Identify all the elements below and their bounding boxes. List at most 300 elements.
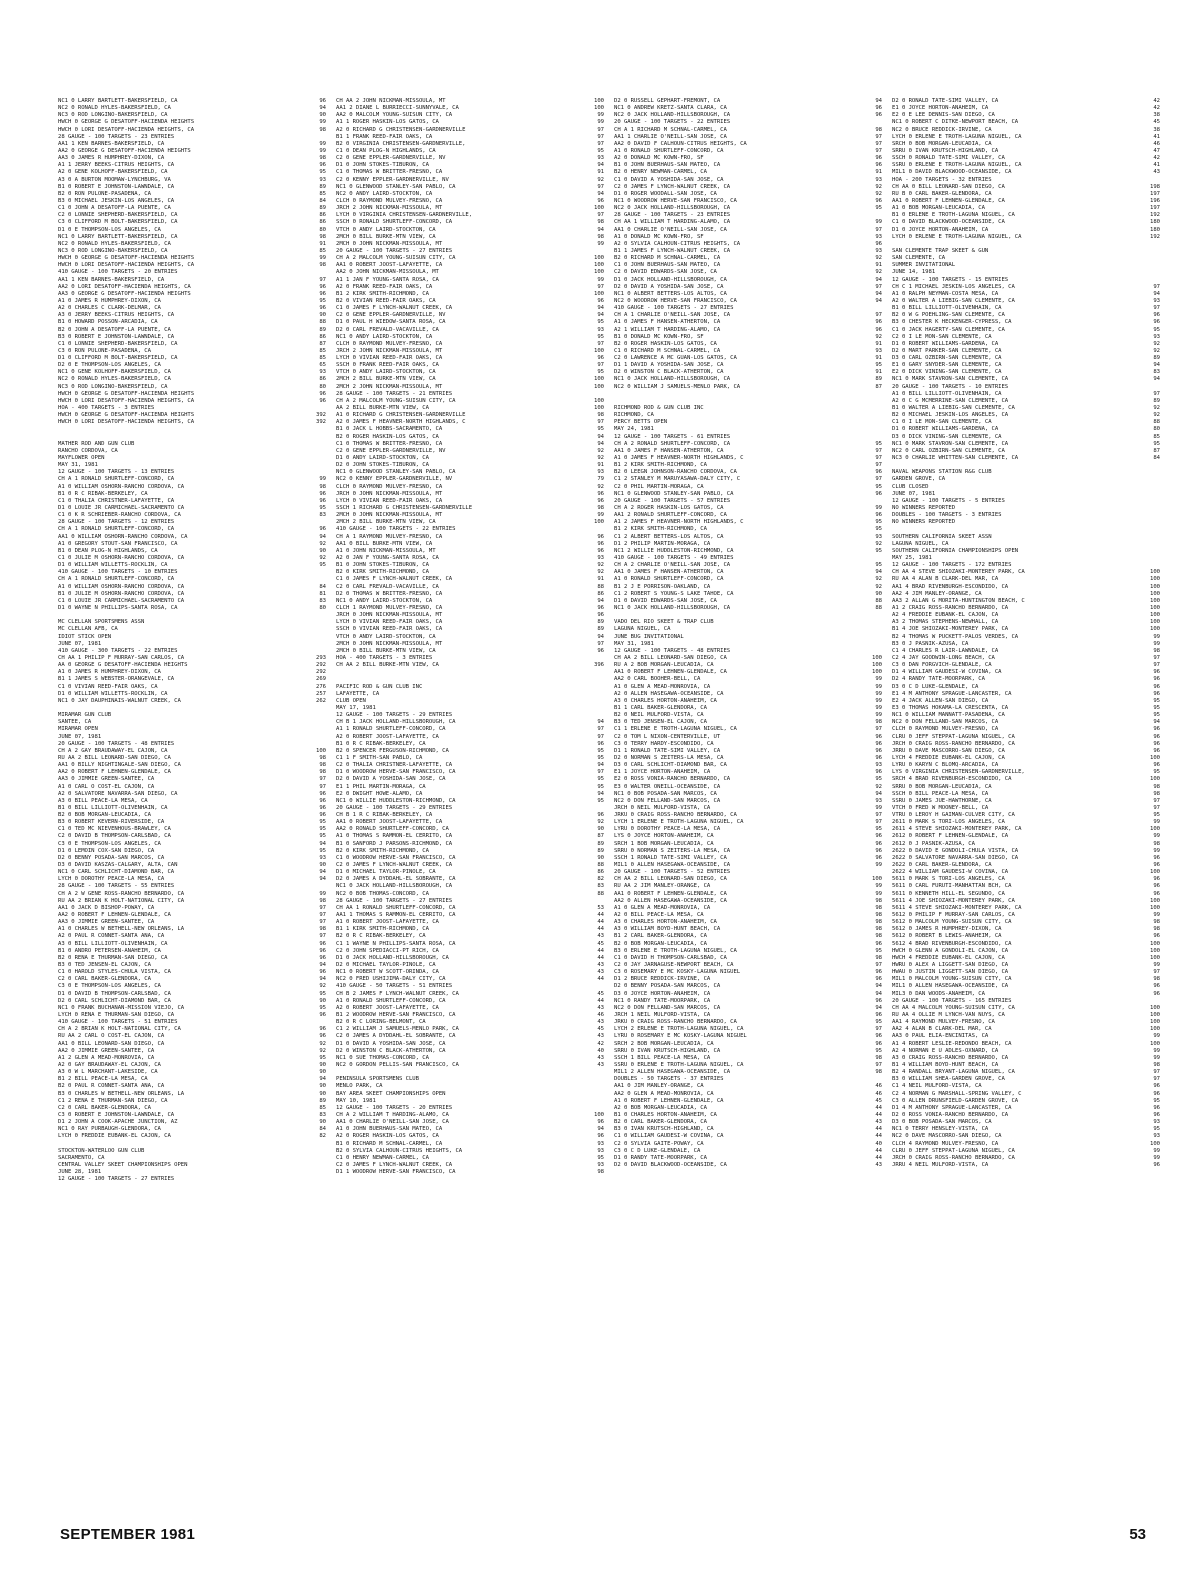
result-score [584,1105,604,1112]
result-score: 40 [875,1140,882,1147]
result-score: 81 [319,590,326,597]
result-score: 94 [875,990,882,997]
result-line [58,712,326,719]
result-entry: 12 GAUGE - 100 TARGETS - 5 ENTRIES [892,497,1005,504]
result-score: 93 [597,1147,604,1154]
result-score [1140,469,1160,476]
result-entry: CH AA 2 BILL LEONARD-SAN DIEGO, CA [614,654,727,661]
result-line [614,691,882,698]
result-entry: C1 1 F SMITH-SAN PABLO, CA [336,754,423,761]
result-score: 97 [1153,1069,1160,1076]
result-entry [892,462,1140,469]
result-entry: NC2 0 DON FELLAND-SAN MARCOS, CA [614,1004,721,1011]
result-score: 88 [597,583,604,590]
result-entry: B1 1 CARL BAKER-GLENDORA, CA [614,704,707,711]
result-score: 96 [319,797,326,804]
result-line [892,1026,1160,1033]
result-line [614,519,882,526]
result-entry: VADO DEL RIO SKEET & TRAP CLUB [614,619,714,626]
result-line [614,662,882,669]
result-entry: B2 0 LEEGN JOHNSON-RANCHO CORDOVA, CA [614,469,737,476]
result-entry: B2 0 VIRGINIA CHRISTENSEN-GARDNERVILLE, [336,140,466,147]
result-entry: C1 4 CHARLES R LAIR-LAWNDALE, CA [892,647,999,654]
result-score [1140,534,1160,541]
result-entry: JRCH 2 JOHN NICKMAN-MISSOULA, MT [336,205,443,212]
result-score: 99 [875,690,882,697]
result-score: 95 [1153,812,1160,819]
result-score: 98 [319,262,326,269]
result-line [892,284,1160,291]
result-score: 98 [1153,976,1160,983]
result-entry: LYS 0 VIRGINIA CHRISTENSEN-GARDNERVILLE, [892,769,1025,776]
result-score: 89 [875,376,882,383]
result-line [336,712,604,719]
result-entry: RU AA 2 BRIAN K HOLT-NATIONAL CITY, CA [58,897,185,904]
result-score: 95 [1153,1126,1160,1133]
result-line [336,1048,604,1055]
result-score [306,576,326,583]
result-entry: JRCH 0 CRAIG ROSS-RANCHO BERNARDO, CA [892,740,1015,747]
result-entry: NC1 0 MARK STAVRON-SAN CLEMENTE, CA [892,376,1009,383]
result-line [892,1083,1160,1090]
result-score: 197 [1150,205,1160,212]
result-entry: B1 0 CHARLES HORTON-ANAHEIM, CA [614,1111,717,1118]
result-score: 99 [597,276,604,283]
result-entry: SSCH 0 RONALD SHURTLEFF-CONCORD, CA [336,219,453,226]
result-entry: NC2 0 CARL OZBIRN-SAN CLEMENTE, CA [892,447,1005,454]
result-score: 44 [875,1133,882,1140]
result-line [336,1091,604,1098]
result-entry: B2 0 PAUL R CONNET-SANTA ANA, CA [58,1083,165,1090]
result-score: 97 [875,455,882,462]
result-entry: NC1 0 RANDY TATE-MOORPARK, CA [614,997,711,1004]
result-score: 96 [875,833,882,840]
result-entry: CLRU 0 JEFF STEPPAT-LAGUNA NIGUEL, CA [892,1147,1015,1154]
result-score: 97 [597,133,604,140]
result-entry: JUNE 14, 1981 [892,269,936,276]
result-score: 100 [594,98,604,104]
result-score: 100 [1150,1026,1160,1033]
result-score: 94 [597,433,604,440]
result-score [306,1141,326,1148]
result-entry: A3 0 CHARLES HORTON-ANAHEIM, CA [614,697,717,704]
result-line [336,833,604,840]
result-entry: C2 0 JAMES A DYDDAHL-EL SOBRANTE, CA [336,1033,456,1040]
result-score: 94 [875,569,882,576]
result-score: 276 [316,683,326,690]
result-score: 96 [1153,862,1160,869]
result-line [614,412,882,419]
result-score: 97 [875,283,882,290]
result-line [892,805,1160,812]
result-score: 100 [1150,954,1160,961]
result-score: 96 [1153,669,1160,676]
result-score [306,448,326,455]
result-entry: B2 0 BOB MORGAN-LEUCADIA, CA [614,940,707,947]
result-line [336,127,604,134]
result-line [614,983,882,990]
result-entry: C2 0 JOHN SPEDIACCI-PT RICH, CA [336,947,439,954]
result-score: 83 [1153,369,1160,376]
result-line [614,327,882,334]
result-line [58,277,326,284]
result-score: 38 [1153,126,1160,133]
result-score: 93 [597,555,604,561]
result-entry: A1 1 JAN F YOUNG-SANTA ROSA, CA [336,276,439,283]
result-entry: D2 0 BENNY POSADA-SAN MARCOS, CA [58,854,165,861]
result-entry: C3 0 RON PULONE-PASADENA, CA [58,347,151,354]
result-entry: A2 0 JAN F YOUNG-SANTA ROSA, CA [336,555,439,561]
result-line [58,134,326,141]
result-entry: AA1 4 BRAD RIVENBURGH-ESCONDIDO, CA [892,583,1009,590]
result-entry: A1 0 RONALD SHURTLEFF-CONCORD, CA [614,147,724,154]
result-line [614,369,882,376]
result-line [336,234,604,241]
result-entry: B3 0 IVAN KRUTSCH-HIGHLAND, CA [614,1126,714,1133]
result-entry: A1 4 ROBERT LESLIE-REDONDO BEACH, CA [892,1040,1012,1047]
result-line [892,534,1160,541]
result-score [1140,241,1160,248]
result-entry: D2 0 DAVID A YOSHIDA-SAN JOSE, CA [336,776,446,783]
result-line [336,291,604,298]
result-line [892,883,1160,890]
result-entry: C2 0 LAWRENCE A MC GUAN-LOS GATOS, CA [614,355,737,362]
result-line [892,412,1160,419]
result-score: 96 [1153,676,1160,683]
result-entry: D1 0 DAVID A YOSHIDA-SAN JOSE, CA [336,1040,446,1047]
result-entry: B1 2 KIRK SMITH-RICHMOND, CA [614,462,707,469]
result-score: 100 [594,405,604,412]
result-line [58,791,326,798]
result-line [614,891,882,898]
result-line [58,205,326,212]
result-entry: NC1 0 GLENWOOD STANLEY-SAN PABLO, CA [336,183,456,190]
result-score: 97 [1153,1076,1160,1083]
result-score [306,1162,326,1169]
result-score: 96 [875,469,882,476]
result-score: 94 [597,1126,604,1133]
result-score: 90 [875,590,882,597]
result-line [892,648,1160,655]
result-entry: A2 0 ROGER HASKIN-LOS GATOS, CA [336,1133,439,1140]
result-entry: 5611 4 STEVE SHIOZAKI-MONTEREY PARK, CA [892,904,1022,911]
result-entry: JUNE 07, 1981 [892,490,936,497]
result-entry: C1 0 DAVID H THOMPSON-CARLSBAD, CA [614,954,727,961]
result-entry: 2MCH 0 JOHN NICKMAN-MISSOULA, MT [336,240,443,247]
result-score: 95 [875,362,882,369]
result-line [58,391,326,398]
result-line [58,1012,326,1019]
result-line [614,155,882,162]
result-score [584,691,604,698]
result-entry: 5612 4 BRAD RIVENBURGH-ESCONDIDO, CA [892,940,1012,947]
result-line [58,562,326,569]
result-line [892,619,1160,626]
result-entry: C1 1 WAYNE N PHILLIPS-SANTA ROSA, CA [336,940,456,947]
result-score [306,269,326,276]
result-score: 97 [875,133,882,140]
result-score [306,569,326,576]
result-score: 44 [597,912,604,919]
result-line [892,769,1160,776]
result-entry: D3 0 CARL OZBIRN-SAN CLEMENTE, CA [892,355,1002,362]
result-score [306,612,326,619]
result-score: 43 [597,1061,604,1068]
result-line [58,1055,326,1062]
result-line [58,476,326,483]
result-entry: LYCH 0 VIVIAN REED-FAIR OAKS, CA [336,619,443,626]
result-score: 97 [1153,305,1160,312]
result-score: 96 [1153,990,1160,997]
result-entry: D3 0 BOB POSADA-SAN MARCOS, CA [892,1119,992,1126]
result-entry: B1 2 BILL PEACE-LA MESA, CA [58,1076,148,1083]
result-entry: SAN CLEMENTE TRAP SKEET & GUN [892,247,989,254]
result-score: 97 [319,912,326,919]
result-entry: SRRU 0 IVAN KRUTSCH-HIGHLAND, CA [614,1047,721,1054]
result-line [892,584,1160,591]
result-line [614,198,882,205]
result-entry: AA3 0 PAUL ELIA-ENCINITAS, CA [892,1033,989,1040]
result-entry: AA1 0 ROBERT F LEHNEN-GLENDALE, CA [614,890,727,897]
result-line [892,384,1160,391]
result-entry: D2 0 DAVID BLACKWOOD-OCEANSIDE, CA [614,1161,727,1168]
result-score: 96 [1153,319,1160,326]
result-score: 91 [875,369,882,376]
result-line [614,869,882,876]
result-line [614,291,882,298]
result-line [58,798,326,805]
result-score: 95 [1153,769,1160,776]
result-entry: A2 0 CHARLES C CLARK-DELMAR, CA [58,305,161,312]
result-entry: B2 0 RENA E THURMAN-SAN DIEGO, CA [58,954,168,961]
result-score: 96 [319,1026,326,1033]
result-entry: CH A 1 RONALD SHURTLEFF-CONCORD, CA [58,476,175,483]
result-score: 97 [319,904,326,911]
result-line [336,369,604,376]
result-score: 96 [597,612,604,619]
result-entry: C1 0 THOMAS W BRITTER-FRESNO, CA [336,440,443,447]
result-entry: 410 GAUGE - 100 TARGETS - 22 ENTRIES [336,526,456,533]
result-line [892,469,1160,476]
result-entry: 28 GAUGE - 100 TARGETS - 23 ENTRIES [614,212,731,219]
result-line [614,933,882,940]
result-score: 96 [319,947,326,954]
result-entry: B2 4 THOMAS W PUCKETT-PALOS VERDES, CA [892,633,1019,640]
result-entry: 2622 0 CARL BAKER-GLENDORA, CA [892,862,992,869]
result-line [892,691,1160,698]
result-entry: JUNE 07, 1981 [58,640,102,647]
result-line [892,698,1160,705]
result-score: 97 [1153,654,1160,661]
result-entry: 2MCH 0 BILL BURKE-MTN VIEW, CA [336,233,436,240]
result-entry: C2 0 CARL BAKER-GLENDORA, CA [58,976,151,983]
result-entry: 2622 0 DAVID E GONDOLI-CHULA VISTA, CA [892,847,1019,854]
result-entry: B3 0 TED JENSEN-EL CAJON, CA [58,962,151,969]
result-score: 96 [875,326,882,333]
result-score: 92 [875,269,882,276]
result-entry: B1 0 ANDRO PETERSEN-ANAHEIM, CA [58,947,161,954]
result-entry: C1 0 WOODROW HERVE-SAN FRANCISCO, CA [336,854,456,861]
result-score [862,612,882,619]
result-entry: AA1 2 RONALD SHURTLEFF-CONCORD, CA [614,512,727,519]
result-line [336,698,604,705]
result-entry: NC2 0 ANDY LAIRD-STOCKTON, CA [336,190,433,197]
result-line [614,712,882,719]
result-entry: B1 2 KIRK SMITH-RICHMOND, CA [614,526,707,533]
result-score: 99 [875,219,882,226]
result-entry: B2 0 KIRK SMITH-RICHMOND, CA [336,569,429,576]
result-score: 96 [1153,747,1160,754]
result-line [58,262,326,269]
result-entry: MIRAMAR OPEN [58,726,98,733]
result-line [614,955,882,962]
result-line [892,341,1160,348]
result-line [336,962,604,969]
result-line [336,205,604,212]
result-entry: NC2 0 RONALD HYLES-BAKERSFIELD, CA [58,105,171,112]
result-entry: JRKU 0 CRAIG ROSS-RANCHO BERNARDO, CA [614,812,737,819]
result-line [336,312,604,319]
result-score [862,555,882,562]
result-line [614,855,882,862]
result-score: 97 [875,462,882,469]
result-score: 44 [597,947,604,954]
result-score: 97 [319,933,326,940]
result-line [58,505,326,512]
result-line [614,448,882,455]
result-entry: B2 0 SYLVIA CALHOUN-CITRUS HEIGHTS, CA [336,1147,463,1154]
result-score: 100 [594,255,604,262]
result-score [1140,519,1160,526]
result-line [58,1019,326,1026]
result-line [892,419,1160,426]
result-line [58,362,326,369]
result-line [58,177,326,184]
result-entry: JRCH 0 JOHN NICKMAN-MISSOULA, MT [336,612,443,619]
result-score: 92 [597,176,604,183]
result-line [892,255,1160,262]
result-entry: AA2 0 ALLEN HASEGAWA-OCEANSIDE, CA [614,897,727,904]
result-line [336,891,604,898]
result-score: 99 [1153,833,1160,840]
result-entry: A2 0 C G MCMERRINE-SAN CLEMENTE, CA [892,397,1009,404]
result-score: 93 [875,176,882,183]
result-entry: 12 GAUGE - 100 TARGETS - 48 ENTRIES [614,647,731,654]
result-entry: 2MCH 0 BILL BURKE-MTN VIEW, CA [336,647,436,654]
result-entry: CH A 2 ROGER HASKIN-LOS GATOS, CA [614,505,724,512]
result-line [614,1162,882,1169]
result-entry: CLUB CLOSED [892,483,929,490]
result-line [892,212,1160,219]
result-line [336,555,604,562]
result-line [58,1176,326,1183]
result-line [614,862,882,869]
result-score: 92 [875,190,882,197]
result-entry: HOA - 200 TARGETS - 32 ENTRIES [892,176,992,183]
result-score [584,698,604,705]
result-entry: C2 0 I LE MON-SAN CLEMENTE, CA [892,333,992,340]
result-entry: C2 0 JAMES F LYNCH-WALNUT CREEK, CA [336,1161,453,1168]
result-line [336,334,604,341]
result-score: 89 [597,840,604,847]
result-entry: HWCH 0 LORI DESATOFF-HACIENDA HEIGHTS, CA [58,262,195,269]
result-line [892,327,1160,334]
result-line [336,341,604,348]
result-line [58,784,326,791]
result-score: 92 [875,576,882,583]
result-entry: RU AA 4 ALAN B CLARK-DEL MAR, CA [892,576,999,583]
result-line [892,219,1160,226]
result-score: 98 [875,954,882,961]
result-score: 95 [597,754,604,761]
result-score: 89 [597,626,604,633]
result-line [336,319,604,326]
result-entry: D1 0 PAUL H WIEDOW-SANTA ROSA, CA [336,319,446,326]
result-line [336,219,604,226]
result-line [58,162,326,169]
result-entry: A3 0 CHARLES HORTON-ANAHEIM, CA [614,919,717,926]
result-line [614,341,882,348]
result-entry: E1 0 JOYCE HORTON-ANAHEIM, CA [892,105,989,112]
result-score: 44 [597,997,604,1004]
result-entry: 12 GAUGE - 100 TARGETS - 61 ENTRIES [614,433,731,440]
result-line [58,1026,326,1033]
result-entry: SRRU 0 IVAN KRUTSCH-HIGHLAND, CA [892,147,999,154]
result-score [584,684,604,691]
result-line [58,912,326,919]
result-score [306,726,326,733]
result-line [58,219,326,226]
result-score: 99 [875,697,882,704]
result-score: 42 [1153,98,1160,104]
result-line [614,1119,882,1126]
result-line [58,541,326,548]
result-line [58,512,326,519]
result-score: 97 [875,312,882,319]
result-line [336,105,604,112]
result-line [892,898,1160,905]
result-entry: VTCH 0 ANDY LAIRD-STOCKTON, CA [336,369,436,376]
result-score: 93 [875,762,882,769]
result-score: 99 [319,890,326,897]
result-line [58,891,326,898]
result-entry: D1 0 ROBERT WILLIAMS-GARDENA, CA [892,340,999,347]
result-entry: NC2 0 KENNY EPPLER-GARDNERVILLE, NV [336,476,453,483]
result-score: 96 [1153,983,1160,990]
result-entry: D2 0 JOHN STOKES-TIBURON, CA [336,462,429,469]
result-line [58,969,326,976]
result-score: 99 [1153,640,1160,647]
result-entry: SRCH 1 BOB MORGAN-LEUCADIA, CA [614,840,714,847]
result-line [892,1162,1160,1169]
result-score [862,869,882,876]
result-line [336,769,604,776]
result-line [58,441,326,448]
result-entry: RU AA 2 CARL O COST-EL CAJON, CA [58,1033,165,1040]
result-line [892,526,1160,533]
result-line [614,426,882,433]
result-entry: MIL1 2 ALLEN HASEGAWA-OCEANSIDE, CA [614,1069,731,1076]
result-line [336,455,604,462]
result-score: 53 [597,904,604,911]
result-score: 95 [875,826,882,833]
result-line [336,648,604,655]
result-line [58,119,326,126]
result-line [58,769,326,776]
result-line [58,1062,326,1069]
result-entry: D1 0 DAVID EDWARDS-SAN JOSE, CA [614,597,717,604]
result-line [892,234,1160,241]
